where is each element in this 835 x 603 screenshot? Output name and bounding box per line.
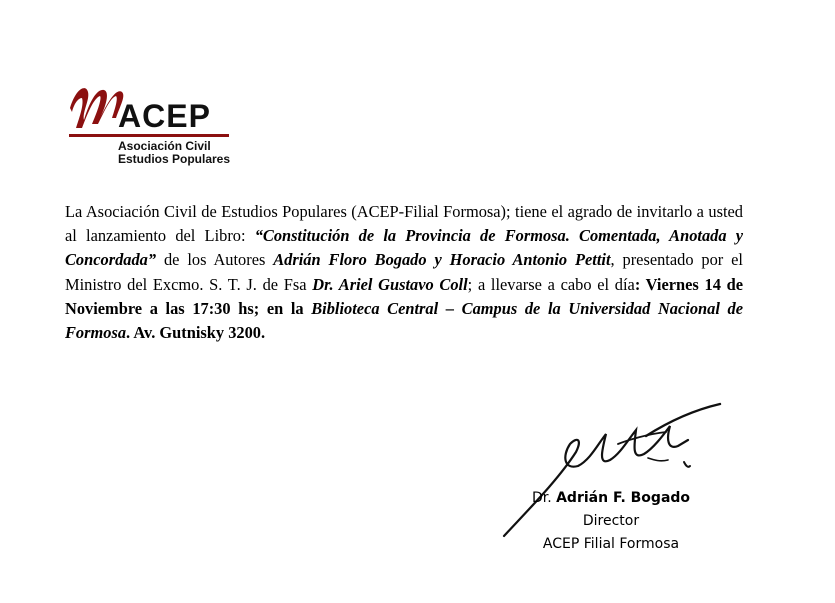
event-date: : Viernes 14 de Noviembre a las 17:30 hs; xyxy=(65,274,743,318)
text-intro: La Asociación Civil de Estudios Populares (ACEP-Filial Formosa); tiene el agrado de invitarlo a usted al lanzamiento del Libro: xyxy=(65,202,743,246)
text-authors-intro: de los Autores xyxy=(156,250,274,270)
logo-rule xyxy=(69,134,229,137)
signer-name-line xyxy=(506,487,716,510)
logo-sub-line1: Asociación Civil xyxy=(118,139,211,153)
signer-name: Adrián F. Bogado xyxy=(556,490,691,506)
minister: Dr. Ariel Gustavo Coll xyxy=(312,274,468,294)
authors: Adrián Floro Bogado y Horacio Antonio Pettit xyxy=(273,250,611,270)
address: . Av. Gutnisky 3200. xyxy=(126,323,266,343)
venue: Biblioteca Central – Campus de la Universidad Nacional de Formosa xyxy=(65,298,743,343)
signer-org: ACEP Filial Formosa xyxy=(542,536,680,552)
acep-logo xyxy=(66,78,246,170)
invitation-text xyxy=(65,200,743,345)
logo-name: ACEP xyxy=(118,98,211,134)
signature-block xyxy=(506,487,716,556)
acep-logo-mark-icon xyxy=(66,78,126,138)
signer-role: Director xyxy=(582,513,640,529)
book-title: “Constitución de la Provincia de Formosa. Comentada, Anotada y Concordada” xyxy=(65,226,744,270)
text-presented: , presentado por el Ministro del Excmo. S. T. J. de Fsa xyxy=(65,250,743,294)
logo-subtitle xyxy=(118,140,230,166)
text-venue-intro: en la xyxy=(259,298,312,318)
text-date-intro: ; a llevarse a cabo el día xyxy=(467,274,635,294)
logo-sub-line2: Estudios Populares xyxy=(118,152,231,166)
signer-prefix: Dr. xyxy=(531,490,557,506)
